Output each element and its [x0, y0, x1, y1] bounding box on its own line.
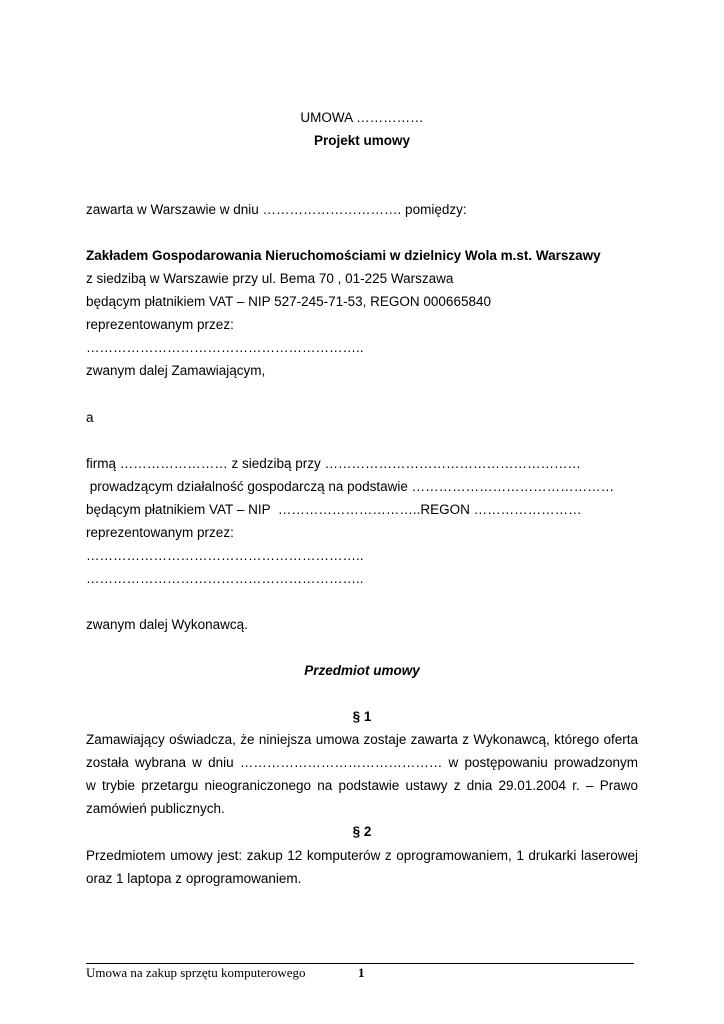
paragraph-1-line-1: Zamawiający oświadcza, że niniejsza umowa zostaje zawarta z Wykonawcą, którego oferta	[86, 732, 638, 747]
party1-called: zwanym dalej Zamawiającym,	[86, 363, 266, 378]
contract-title: UMOWA ……………	[300, 110, 424, 125]
page-number: 1	[358, 965, 365, 980]
intro-line: zawarta w Warszawie w dniu …………………………. pomiędzy:	[86, 202, 467, 217]
party2-rep-dots-1: ……………………………………………………..	[86, 548, 364, 563]
paragraph-2-line-2: oraz 1 laptopa z oprogramowaniem.	[86, 871, 302, 886]
party1-address: z siedzibą w Warszawie przy ul. Bema 70 , 01-225 Warszawa	[86, 271, 454, 286]
footer-divider	[86, 963, 634, 964]
party1-rep-dots: ……………………………………………………..	[86, 340, 364, 355]
paragraph-1-line-3: w trybie przetargu nieograniczonego na podstawie ustawy z dnia 29.01.2004 r. – Prawo	[86, 778, 638, 793]
contract-subtitle: Projekt umowy	[313, 133, 411, 148]
paragraph-1-line-4: zamówień publicznych.	[86, 801, 225, 816]
party2-tax: będącym płatnikiem VAT – NIP …………………………..REGON ……………………	[86, 502, 582, 517]
party1-tax: będącym płatnikiem VAT – NIP 527-245-71-53, REGON 000665840	[86, 294, 491, 309]
party2-rep-label: reprezentowanym przez:	[86, 525, 234, 540]
party2-firm: firmą …………………… z siedzibą przy …………………………………………………	[86, 456, 582, 471]
conjunction: a	[86, 410, 94, 425]
party1-rep-label: reprezentowanym przez:	[86, 317, 234, 332]
party2-activity: prowadzącym działalność gospodarczą na podstawie ………………………………………	[86, 479, 615, 494]
party2-rep-dots-2: ……………………………………………………..	[86, 571, 364, 586]
party1-name: Zakładem Gospodarowania Nieruchomościami w dzielnicy Wola m.st. Warszawy	[86, 248, 601, 263]
footer-title: Umowa na zakup sprzętu komputerowego	[86, 965, 306, 980]
paragraph-1-sign: § 1	[352, 709, 372, 724]
section-heading: Przedmiot umowy	[304, 663, 420, 678]
party2-called: zwanym dalej Wykonawcą.	[86, 617, 248, 632]
paragraph-1-line-2: została wybrana w dniu ……………………………………… w postępowaniu prowadzonym	[86, 755, 638, 770]
paragraph-2-sign: § 2	[352, 824, 372, 839]
paragraph-2-line-1: Przedmiotem umowy jest: zakup 12 komputerów z oprogramowaniem, 1 drukarki laserowej	[86, 848, 638, 863]
